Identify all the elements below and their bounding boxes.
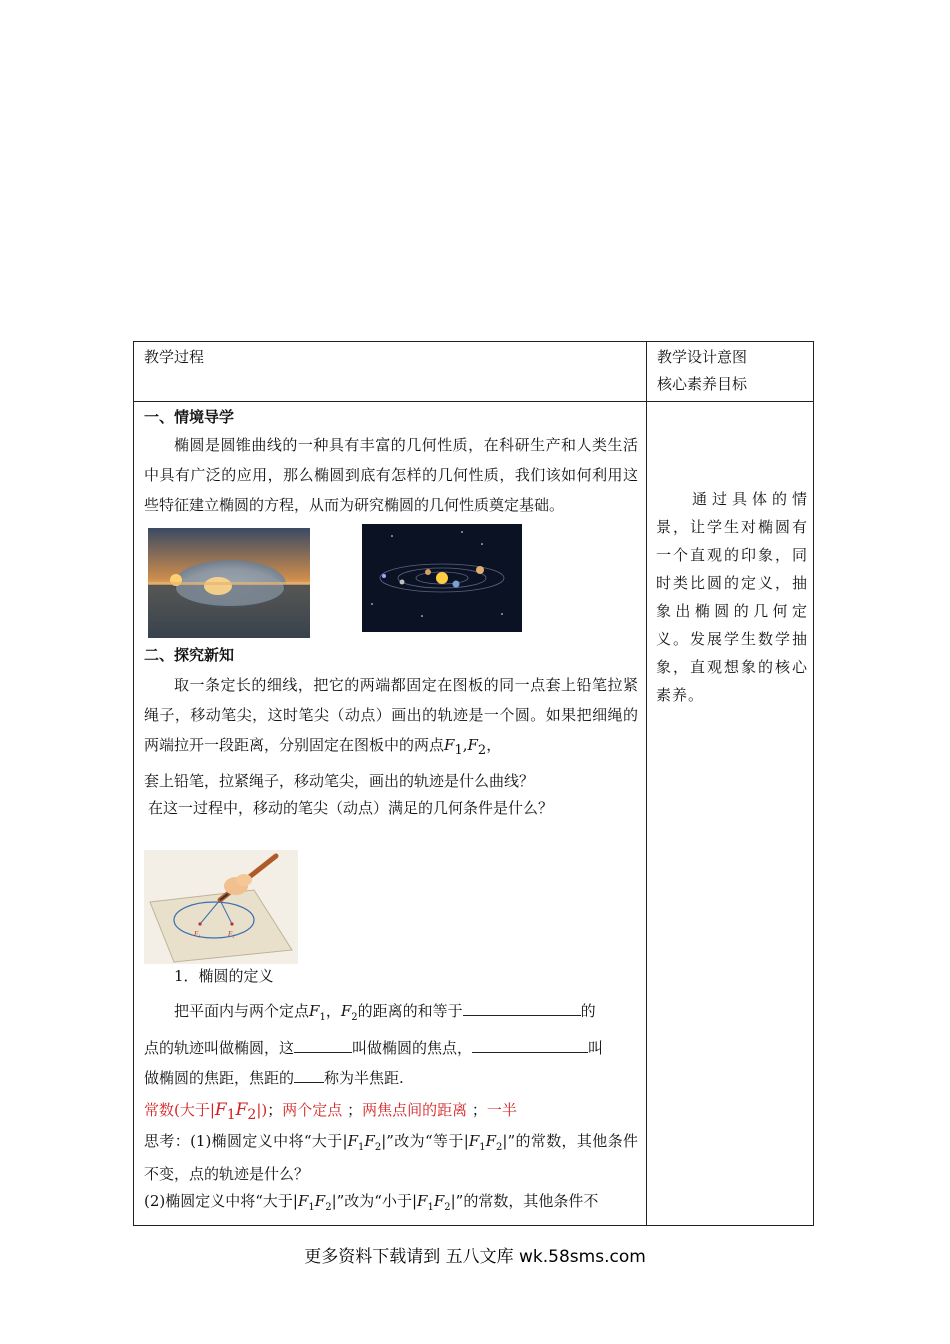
think2-text-c: |”的常数，其他条件不	[450, 1192, 599, 1210]
teaching-process-column	[144, 402, 638, 1221]
blank-foci[interactable]	[294, 1038, 352, 1053]
definition-line2	[144, 1033, 638, 1063]
definition-text-i: 称为半焦距.	[324, 1069, 404, 1087]
think2-text-b: |”改为“小于|	[331, 1192, 418, 1210]
opera-house-photo	[148, 528, 310, 638]
definition-line3	[144, 1063, 638, 1093]
thinking-question-1	[144, 1128, 638, 1188]
lesson-table	[133, 341, 814, 1226]
definition-text-e: 点的轨迹叫做椭圆，这	[144, 1039, 295, 1057]
explore-question-2: 在这一过程中，移动的笔尖（动点）满足的几何条件是什么？	[148, 799, 554, 817]
footer-download-link[interactable]: 更多资料下载请到 五八文库 wk.58sms.com	[304, 1247, 646, 1267]
focus-f2-sub: 2	[477, 743, 487, 758]
definition-f1: F	[309, 1002, 320, 1020]
think2-s4: 2	[444, 1202, 451, 1213]
answer-4: 一半	[486, 1101, 517, 1119]
think2-f2: F	[314, 1192, 326, 1210]
think2-s2: 2	[325, 1202, 332, 1213]
column-divider	[646, 342, 647, 1225]
situation-paragraph: 椭圆是圆锥曲线的一种具有丰富的几何性质，在科研生产和人类生活中具有广泛的应用，那么椭圆到底有怎样的几何性质，我们该如何利用这些特征建立椭圆的方程，从而为研究椭圆的几何性质奠定基础。	[144, 436, 638, 514]
definition-text-c: 的距离的和等于	[357, 1002, 463, 1020]
header-design-intent	[657, 344, 747, 398]
think1-text-a: 思考：(1)椭圆定义中将“大于|	[144, 1132, 348, 1150]
definition-f2: F	[340, 1002, 352, 1020]
think1-f4: F	[485, 1132, 497, 1150]
answer-1-sub1: 1	[226, 1107, 236, 1123]
blank-half[interactable]	[294, 1068, 324, 1083]
ellipse-drawing-figure	[144, 850, 298, 964]
focus-comma: ,	[462, 736, 468, 754]
answer-1-suffix: |)	[256, 1101, 268, 1119]
think1-s3: 1	[479, 1142, 486, 1153]
think2-text-a: (2)椭圆定义中将“大于|	[144, 1192, 298, 1210]
header-teaching-process: 教学过程	[144, 348, 205, 366]
definition-f2-sub: 2	[351, 1012, 358, 1023]
definition-text-d: 的	[580, 1002, 596, 1020]
think1-f1: F	[347, 1132, 359, 1150]
thinking-question-2	[144, 1188, 638, 1221]
think1-text-b: |”改为“等于|	[381, 1132, 469, 1150]
answer-1-f2: F	[235, 1100, 248, 1120]
think1-text-c: |”的常数，其他条件不变，点的轨迹是什么？	[144, 1132, 638, 1183]
header-core-literacy-line2: 核心素养目标	[657, 375, 748, 393]
answer-sep-2: ；	[347, 1101, 363, 1119]
think2-s1: 1	[308, 1202, 315, 1213]
think2-f3: F	[417, 1192, 428, 1210]
definition-text-b: ，	[325, 1002, 341, 1020]
answer-1-prefix: 常数(大于|	[144, 1101, 215, 1119]
focus-f1-sub: 1	[454, 743, 463, 758]
think2-f4: F	[433, 1192, 445, 1210]
design-intent-note	[656, 485, 808, 709]
think1-f3: F	[468, 1132, 480, 1150]
answer-sep-3: ；	[471, 1101, 487, 1119]
explore-question-1: 套上铅笔，拉紧绳子，移动笔尖，画出的轨迹是什么曲线？	[144, 772, 535, 790]
answer-3: 两焦点间的距离	[362, 1101, 468, 1119]
explore-text: 取一条定长的细线，把它的两端都固定在图板的同一点套上铅笔拉紧绳子，移动笔尖，这时笔尖（动点）画出的轨迹是一个圆。如果把细绳的两端拉开一段距离，分别固定在图板中的两点	[144, 676, 638, 754]
solar-system-photo	[362, 524, 522, 632]
definition-heading: 1．椭圆的定义	[174, 967, 274, 985]
definition-line1	[144, 996, 638, 1033]
answer-1-f1: F	[214, 1100, 227, 1120]
focus-comma-after: ，	[486, 736, 502, 754]
section-title-situation: 一、情境导学	[144, 408, 235, 426]
definition-text-f: 叫做椭圆的焦点，	[352, 1039, 473, 1057]
explore-paragraph	[144, 670, 638, 766]
think1-s2: 2	[374, 1142, 382, 1153]
section-title-explore: 二、探究新知	[144, 646, 235, 664]
answer-sep-1: ；	[267, 1101, 283, 1119]
think1-s4: 2	[496, 1142, 503, 1153]
answer-line	[144, 1097, 638, 1128]
definition-text-g: 叫	[588, 1039, 604, 1057]
focus-f2: F	[467, 736, 478, 754]
diagram-label-f2: F₂	[228, 930, 235, 938]
blank-focal-distance[interactable]	[472, 1038, 588, 1053]
photo-row	[144, 524, 638, 642]
definition-text-h: 做椭圆的焦距，焦距的	[144, 1069, 295, 1087]
header-design-intent-line1: 教学设计意图	[657, 348, 748, 366]
design-intent-text: 通过具体的情景，让学生对椭圆有一个直观的印象，同时类比圆的定义，抽象出椭圆的几何定义。发展学生数学抽象，直观想象的核心素养。	[656, 490, 808, 704]
definition-text-a: 把平面内与两个定点	[174, 1002, 310, 1020]
answer-1-sub2: 2	[247, 1107, 257, 1123]
focus-f1: F	[444, 736, 455, 754]
diagram-label-f1: F₁	[194, 930, 201, 938]
think1-s1: 1	[358, 1142, 365, 1153]
think2-f1: F	[297, 1192, 309, 1210]
definition-f1-sub: 1	[319, 1012, 326, 1023]
blank-constant[interactable]	[463, 1001, 581, 1016]
answer-2: 两个定点	[282, 1101, 343, 1119]
think2-s3: 1	[427, 1202, 434, 1213]
think1-f2: F	[364, 1132, 375, 1150]
